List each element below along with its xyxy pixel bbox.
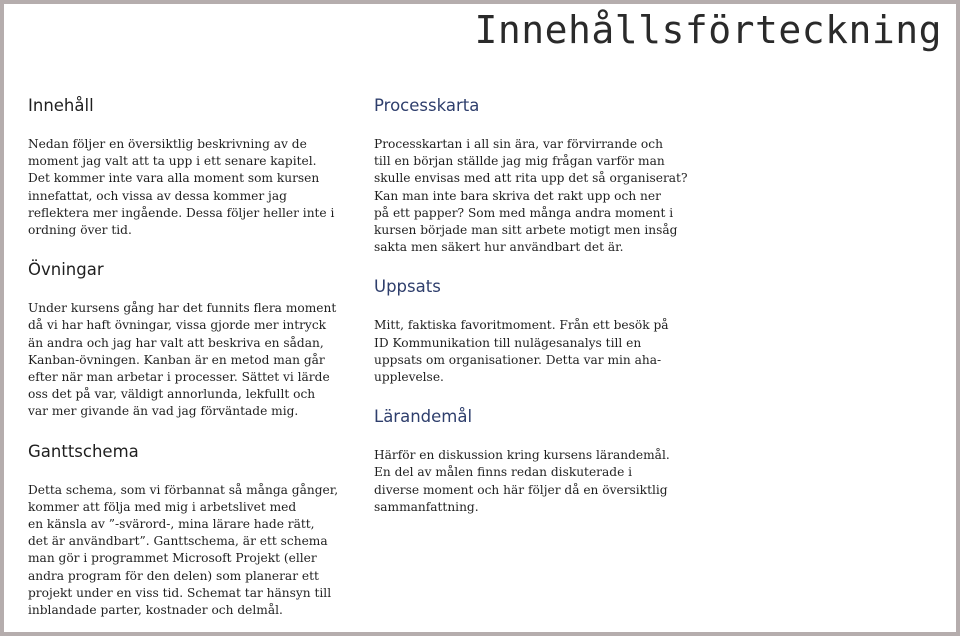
- text-line: ID Kommunikation till nulägesanalys till en: [374, 335, 642, 350]
- section-ganttschema: [28, 441, 363, 620]
- section-heading: Innehåll: [28, 96, 94, 115]
- text-line: Nedan följer en översiktlig beskrivning av de: [28, 137, 307, 151]
- text-line: diverse moment och här följer då en översiktlig: [374, 482, 668, 497]
- section-body: [28, 300, 363, 420]
- section-body: [374, 136, 704, 256]
- section-heading: Processkarta: [374, 96, 480, 115]
- right-column: [374, 95, 704, 516]
- section-heading: Ganttschema: [28, 441, 139, 461]
- text-line: var mer givande än vad jag förväntade mig.: [28, 404, 299, 419]
- section-body: [374, 447, 704, 516]
- text-line: En del av målen finns redan diskuterade i: [374, 465, 633, 480]
- text-line: skulle envisas med att rita upp det så organiserat?: [374, 171, 688, 186]
- text-line: sakta men säkert hur användbart det är.: [374, 240, 624, 255]
- text-line: det är användbart”. Ganttschema, är ett schema: [28, 534, 328, 549]
- text-line: på ett papper? Som med många andra moment i: [374, 205, 674, 220]
- section-uppsats: [374, 276, 704, 386]
- text-line: då vi har haft övningar, vissa gjorde mer intryck: [28, 318, 327, 333]
- text-line: Kanban-övningen. Kanban är en metod man går: [28, 352, 325, 367]
- text-line: Processkartan i all sin ära, var förvirrande och: [374, 137, 663, 151]
- text-line: projekt under en viss tid. Schemat tar hänsyn till: [28, 585, 332, 600]
- page-title: Innehållsförteckning: [474, 8, 942, 52]
- text-line: till en början ställde jag mig frågan varför man: [374, 154, 665, 169]
- text-line: Mitt, faktiska favoritmoment. Från ett besök på: [374, 318, 669, 333]
- text-line: oss det på var, väldigt annorlunda, lekfullt och: [28, 387, 316, 402]
- text-line: andra program för den delen) som planerar ett: [28, 568, 319, 583]
- section-larandemal: [374, 406, 704, 516]
- section-heading: Övningar: [28, 260, 104, 280]
- section-heading: Uppsats: [374, 277, 441, 297]
- left-column: [28, 95, 363, 619]
- section-body: [28, 136, 363, 239]
- text-line: sammanfattning.: [374, 499, 479, 514]
- section-heading: Lärandemål: [374, 407, 473, 427]
- text-line: ordning över tid.: [28, 223, 132, 238]
- section-body: [374, 317, 704, 386]
- text-line: upplevelse.: [374, 370, 444, 385]
- text-line: Härför en diskussion kring kursens lärandemål.: [374, 448, 670, 463]
- text-line: man gör i programmet Microsoft Projekt (eller: [28, 551, 317, 566]
- text-line: efter när man arbetar i processer. Sättet vi lärde: [28, 370, 330, 385]
- text-line: innefattat, och vissa av dessa kommer jag: [28, 188, 287, 203]
- text-line: uppsats om organisationer. Detta var min aha-: [374, 352, 662, 367]
- text-line: inblandade parter, kostnader och delmål.: [28, 603, 283, 618]
- section-innehall: [28, 95, 363, 239]
- section-body: [28, 482, 363, 620]
- text-line: moment jag valt att ta upp i ett senare kapitel.: [28, 154, 317, 169]
- text-line: än andra och jag har valt att beskriva en sådan,: [28, 335, 324, 350]
- text-line: Under kursens gång har det funnits flera moment: [28, 301, 337, 316]
- text-line: kursen började man sitt arbete motigt men insåg: [374, 223, 678, 238]
- text-line: Det kommer inte vara alla moment som kursen: [28, 171, 320, 186]
- text-line: Kan man inte bara skriva det rakt upp och ner: [374, 188, 661, 203]
- section-processkarta: [374, 95, 704, 256]
- text-line: kommer att följa med mig i arbetslivet med: [28, 499, 297, 514]
- text-line: reflektera mer ingående. Dessa följer heller inte i: [28, 205, 335, 220]
- section-ovningar: [28, 259, 363, 420]
- text-line: Detta schema, som vi förbannat så många gånger,: [28, 482, 339, 497]
- text-line: en känsla av ”-svärord-, mina lärare hade rätt,: [28, 517, 315, 532]
